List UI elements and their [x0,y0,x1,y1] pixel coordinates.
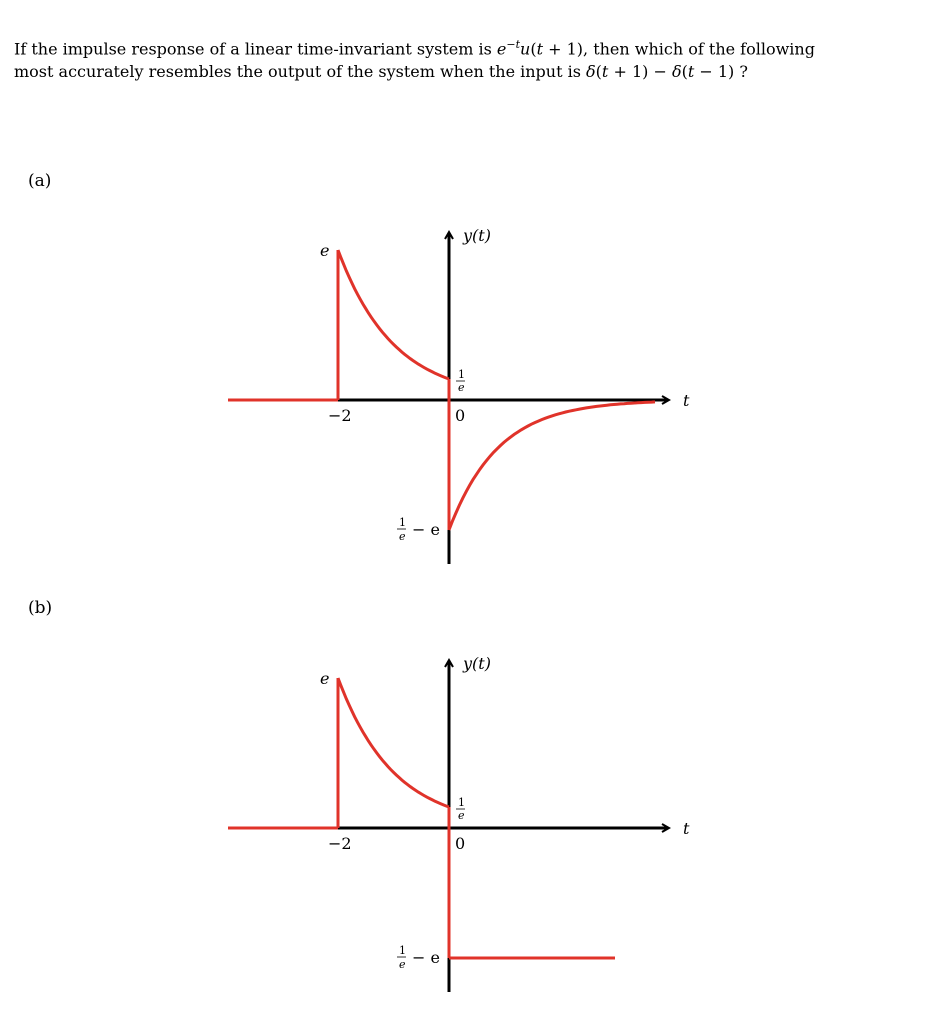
option-label-a[interactable]: (a) [28,171,52,191]
option-label-b[interactable]: (b) [28,598,53,618]
curve-decay-segment [338,678,449,807]
svg-text:1: 1 [399,944,406,957]
svg-text:1: 1 [399,516,406,529]
svg-text:− e: − e [412,948,440,967]
x-tick-0: 0 [455,834,466,853]
x-tick-0: 0 [455,406,466,425]
x-axis-label: t [683,391,690,410]
svg-text:− e: − e [412,520,440,539]
x-tick-minus-2: −2 [328,834,352,853]
y-axis-label: y(t) [463,226,491,245]
y-tick-bottom [397,944,440,971]
svg-text:1: 1 [458,368,465,381]
svg-text:e: e [399,958,406,971]
y-tick-e: e [320,241,330,260]
svg-text:e: e [458,809,465,822]
question-line-2: most accurately resembles the output of the system when the input is δ(t + 1) − δ(t − 1) ? [14,62,748,82]
svg-text:1: 1 [458,796,465,809]
y-tick-e: e [320,669,330,688]
svg-text:e: e [458,381,465,394]
curve-decay-segment [338,250,449,379]
y-tick-one-over-e [456,368,465,394]
y-axis-label: y(t) [463,654,491,673]
y-tick-one-over-e [456,796,465,822]
x-tick-minus-2: −2 [328,406,352,425]
question-line-1: If the impulse response of a linear time-invariant system is $e^{-t}u(t + 1)$, then which of the following [14,38,815,59]
x-axis-label: t [683,819,690,838]
plot-b [0,428,939,971]
svg-text:e: e [399,530,406,543]
